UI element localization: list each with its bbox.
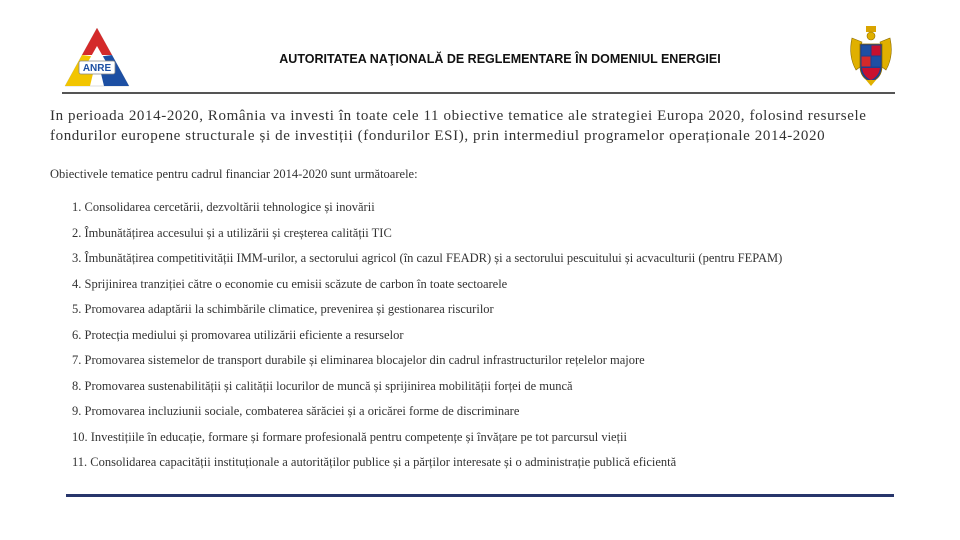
coat-of-arms-icon	[846, 24, 896, 88]
list-item: 8. Promovarea sustenabilității și calității locurilor de muncă și sprijinirea mobilității forței de muncă	[72, 378, 573, 393]
footer-divider	[66, 494, 894, 497]
objectives-list	[72, 199, 782, 480]
header-title: AUTORITATEA NAŢIONALĂ DE REGLEMENTARE ÎN DOMENIUL ENERGIEI	[279, 52, 721, 66]
list-item: 7. Promovarea sistemelor de transport durabile și eliminarea blocajelor din cadrul infrastructurilor rețelelor majore	[72, 353, 645, 367]
list-item: 11. Consolidarea capacității instituționale a autorităților publice și a părților interesate și o administrație publică eficientă	[72, 455, 677, 469]
header-divider	[62, 92, 895, 94]
list-item: 3. Îmbunătățirea competitivității IMM-urilor, a sectorului agricol (în cazul FEADR) și a sectorului pescuitului și acvaculturii (pentru FEPAM)	[72, 251, 783, 265]
logo-text: ANRE	[82, 63, 112, 74]
list-item: 1. Consolidarea cercetării, dezvoltării tehnologice și inovării	[72, 200, 375, 214]
list-item: 6. Protecția mediului și promovarea utilizării eficiente a resurselor	[72, 327, 404, 342]
list-item: 5. Promovarea adaptării la schimbările climatice, prevenirea și gestionarea riscurilor	[72, 302, 494, 316]
list-item: 4. Sprijinirea tranziției către o economie cu emisii scăzute de carbon în toate sectoarele	[72, 276, 508, 291]
list-item: 10. Investițiile în educație, formare și formare profesională pentru competențe și învățare pe tot parcursul vieții	[72, 429, 628, 444]
intro-paragraph: In perioada 2014-2020, România va investi în toate cele 11 obiective tematice ale strategiei Europa 2020, folosind resursele fondurilor europene structurale și de investiții (fondurilor ESI), prin intermediul programelor operaționale 2014-2020	[50, 108, 867, 144]
list-item: 2. Îmbunătățirea accesului și a utilizării și creșterea calității TIC	[72, 225, 392, 240]
objectives-heading: Obiectivele tematice pentru cadrul financiar 2014-2020 sunt următoarele:	[50, 167, 418, 181]
list-item: 9. Promovarea incluziunii sociale, combaterea sărăciei și a oricărei forme de discriminare	[72, 404, 520, 418]
anre-logo	[62, 24, 132, 90]
